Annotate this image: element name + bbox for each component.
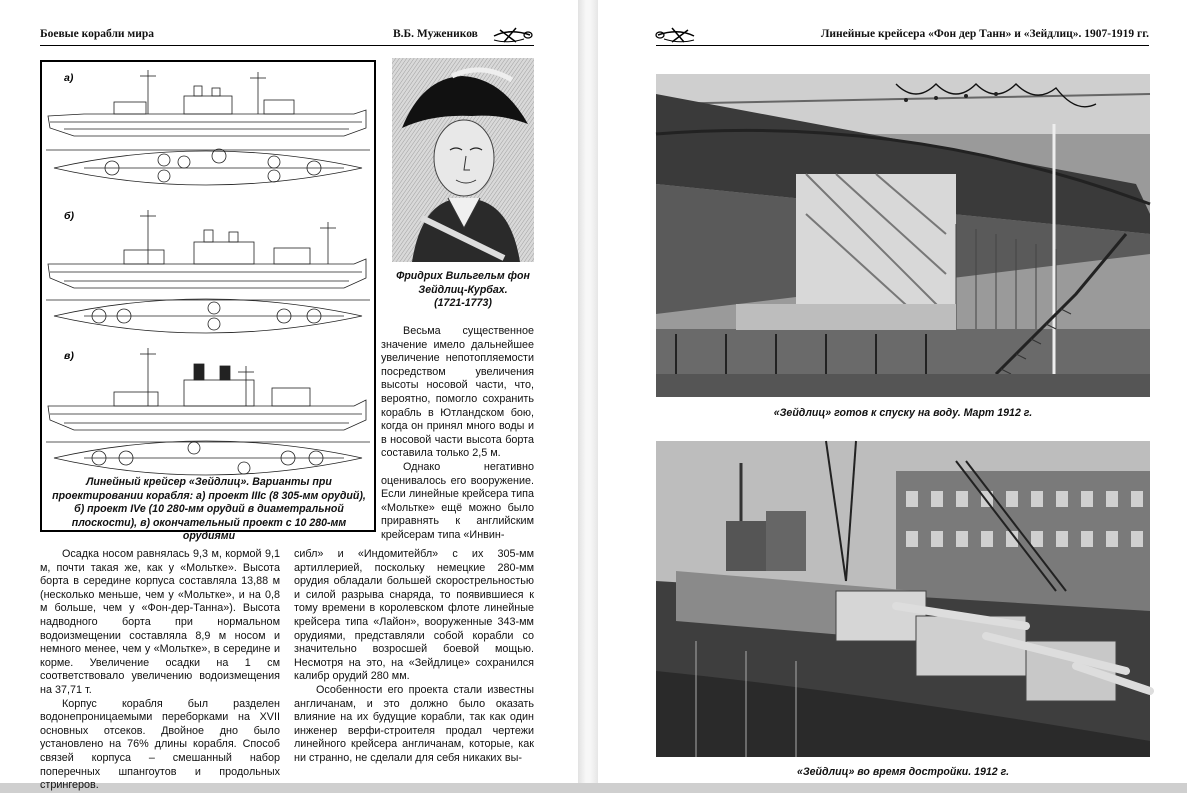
fitting-out-photo-illustration xyxy=(656,441,1150,757)
paragraph: Однако негативно оценивалось его вооружение. Если линейные крейсера типа «Мольтке» ещё можно было приравнять к английским крейсерам типа «Инвин- xyxy=(381,460,534,541)
photo-bottom-caption: «Зейдлиц» во время достройки. 1912 г. xyxy=(796,766,1010,778)
portrait-caption-line3: (1721-1773) xyxy=(434,297,492,309)
slipway-photo-illustration xyxy=(656,74,1150,397)
paragraph: Осадка носом равнялась 9,3 м, кормой 9,1 м, почти такая же, как у «Мольтке». Высота борта в середине корпуса составляла 13,88 м (несколько меньше, чем у «Мольтке», и на 0,8 м больше, чем у «Фон-дер-Танна»). Высота надводного борта при нормальном водоизмещении составляла 8,9 м носом и немного менее, чем у «Мольтке», в середине и корме. Увеличение осадки на 1 см соответствовало увеличению водоизмещения на 37,71 т. xyxy=(40,548,280,696)
header-author: В.Б. Мужеников xyxy=(393,28,478,40)
header-title: Линейные крейсера «Фон дер Танн» и «Зейдлиц». 1907-1919 гг. xyxy=(820,28,1149,40)
paragraph: сибл» и «Индомитейбл» с их 305-мм артиллерией, поскольку немецкие 280-мм орудия обладали большей скорострельностью и силой разрыва снаряда, то появившиеся к тому времени в королевском флоте линейные крейсера типа «Лайон», вооруженные 343-мм орудиями, представляли собой корабли со значительно возросшей боевой мощью. Несмотря на это, на «Зейдлице» сохранился калибр орудий 280 мм. xyxy=(294,548,534,683)
book-gutter xyxy=(578,0,598,783)
paragraph: Особенности его проекта стали известны англичанам, и это должно было оказать влияние на их будущие корабли, так как один инженер верфи-строителя продал чертежи линейного крейсера англичанам, которые, как ни странно, не сделали для себя никаких вы- xyxy=(294,683,534,764)
variant-label-c: в) xyxy=(64,350,74,362)
ship-drawing-c xyxy=(44,344,374,478)
right-page xyxy=(598,0,1187,783)
paragraph: Корпус корабля был разделен водонепроницаемыми переборками на XVII основных отсеков. Двойное дно было установлено на 76% длины корабля. Способ связей корпуса – смешанный набор поперечных шпангоутов и продольных стрингеров. xyxy=(40,697,280,792)
left-page xyxy=(0,0,578,792)
ship-drawing-b xyxy=(44,204,374,338)
text-column-right-bottom xyxy=(294,548,534,766)
header-series: Боевые корабли мира xyxy=(40,28,155,40)
photo-ship-on-slipway xyxy=(656,74,1150,397)
portrait-caption-line1: Фридрих Вильгельм фон xyxy=(396,270,530,282)
header-rule xyxy=(40,45,534,46)
text-column-left-bottom xyxy=(40,548,280,793)
anchor-logo-icon xyxy=(654,24,698,46)
variant-label-b: б) xyxy=(64,210,74,222)
photo-top-caption: «Зейдлиц» готов к спуску на воду. Март 1912 г. xyxy=(773,407,1033,419)
portrait-caption-line2: Зейдлиц-Курбах. xyxy=(418,283,508,296)
anchor-logo-icon xyxy=(490,24,534,46)
ship-drawings-figure xyxy=(40,60,376,542)
variant-label-a: а) xyxy=(64,72,74,84)
portrait-engraving xyxy=(392,58,534,262)
portrait-caption xyxy=(388,270,538,311)
photo-ship-fitting-out xyxy=(656,441,1150,757)
figure-caption: Линейный крейсер «Зейдлиц». Варианты при проектировании корабля: а) проект IIIc (8 305-мм орудий), б) проект IVe (10 280-мм орудий в диаметральной плоскости), в) окончательный проект с 10 280-мм орудиями xyxy=(52,476,366,542)
header-rule xyxy=(656,45,1149,46)
ship-drawing-a xyxy=(44,66,374,194)
portrait-illustration xyxy=(392,58,534,262)
paragraph: Весьма существенное значение имело дальнейшее увеличение непотопляемости посредством увеличения высоты носовой части, что, вероятно, помогло сохранить корабль в Ютландском бою, когда он принял много воды и в носовой части высота борта составила только 2,5 м. xyxy=(381,325,534,460)
text-column-right-top xyxy=(381,325,534,543)
